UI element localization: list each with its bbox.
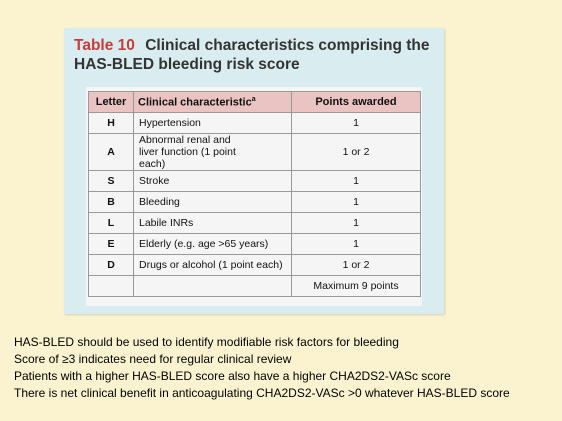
row-points: 1 (292, 213, 421, 234)
row-letter: D (89, 255, 134, 276)
row-letter: L (89, 213, 134, 234)
row-characteristic: Drugs or alcohol (1 point each) (134, 255, 292, 276)
notes-list (14, 334, 559, 402)
header-characteristic-label: Clinical characteristic (138, 96, 252, 109)
total-letter-cell (89, 276, 134, 297)
table-row (89, 192, 421, 213)
note-line: HAS-BLED should be used to identify modifiable risk factors for bleeding (14, 335, 399, 349)
table-row (89, 234, 421, 255)
row-letter: H (89, 113, 134, 134)
row-letter: A (89, 134, 134, 171)
header-footnote-marker: a (251, 95, 256, 103)
header-letter: Letter (89, 92, 134, 113)
total-points: Maximum 9 points (292, 276, 421, 297)
row-characteristic: Stroke (134, 171, 292, 192)
table-panel (64, 28, 444, 314)
table-row (89, 134, 421, 171)
row-points: 1 (292, 113, 421, 134)
table-row (89, 255, 421, 276)
table-row (89, 213, 421, 234)
row-letter: B (89, 192, 134, 213)
note-line: Patients with a higher HAS-BLED score also have a higher CHA2DS2-VASc score (14, 369, 451, 383)
table-row (89, 113, 421, 134)
row-points: 1 (292, 192, 421, 213)
row-points: 1 or 2 (292, 255, 421, 276)
header-points: Points awarded (292, 92, 421, 113)
table-container (86, 87, 422, 306)
row-letter: E (89, 234, 134, 255)
table-header-row (89, 92, 421, 113)
row-points: 1 or 2 (292, 134, 421, 171)
table-title-line1: Clinical characteristics comprising the (145, 37, 430, 54)
row-characteristic: Elderly (e.g. age >65 years) (134, 234, 292, 255)
note-line: Score of ≥3 indicates need for regular clinical review (14, 352, 292, 366)
row-points: 1 (292, 171, 421, 192)
note-line: There is net clinical benefit in anticoagulating CHA2DS2-VASc >0 whatever HAS-BLED score (14, 386, 510, 400)
row-points: 1 (292, 234, 421, 255)
table-total-row (89, 276, 421, 297)
row-characteristic: Bleeding (134, 192, 292, 213)
has-bled-table (88, 91, 421, 297)
table-title (74, 36, 434, 74)
row-characteristic: Labile INRs (134, 213, 292, 234)
table-number: Table 10 (74, 37, 135, 54)
header-characteristic (134, 92, 292, 113)
table-row (89, 171, 421, 192)
row-characteristic: Hypertension (134, 113, 292, 134)
total-characteristic-cell (134, 276, 292, 297)
table-title-line2: HAS-BLED bleeding risk score (74, 56, 300, 73)
row-characteristic: Abnormal renal and liver function (1 point each) (134, 134, 292, 171)
row-letter: S (89, 171, 134, 192)
